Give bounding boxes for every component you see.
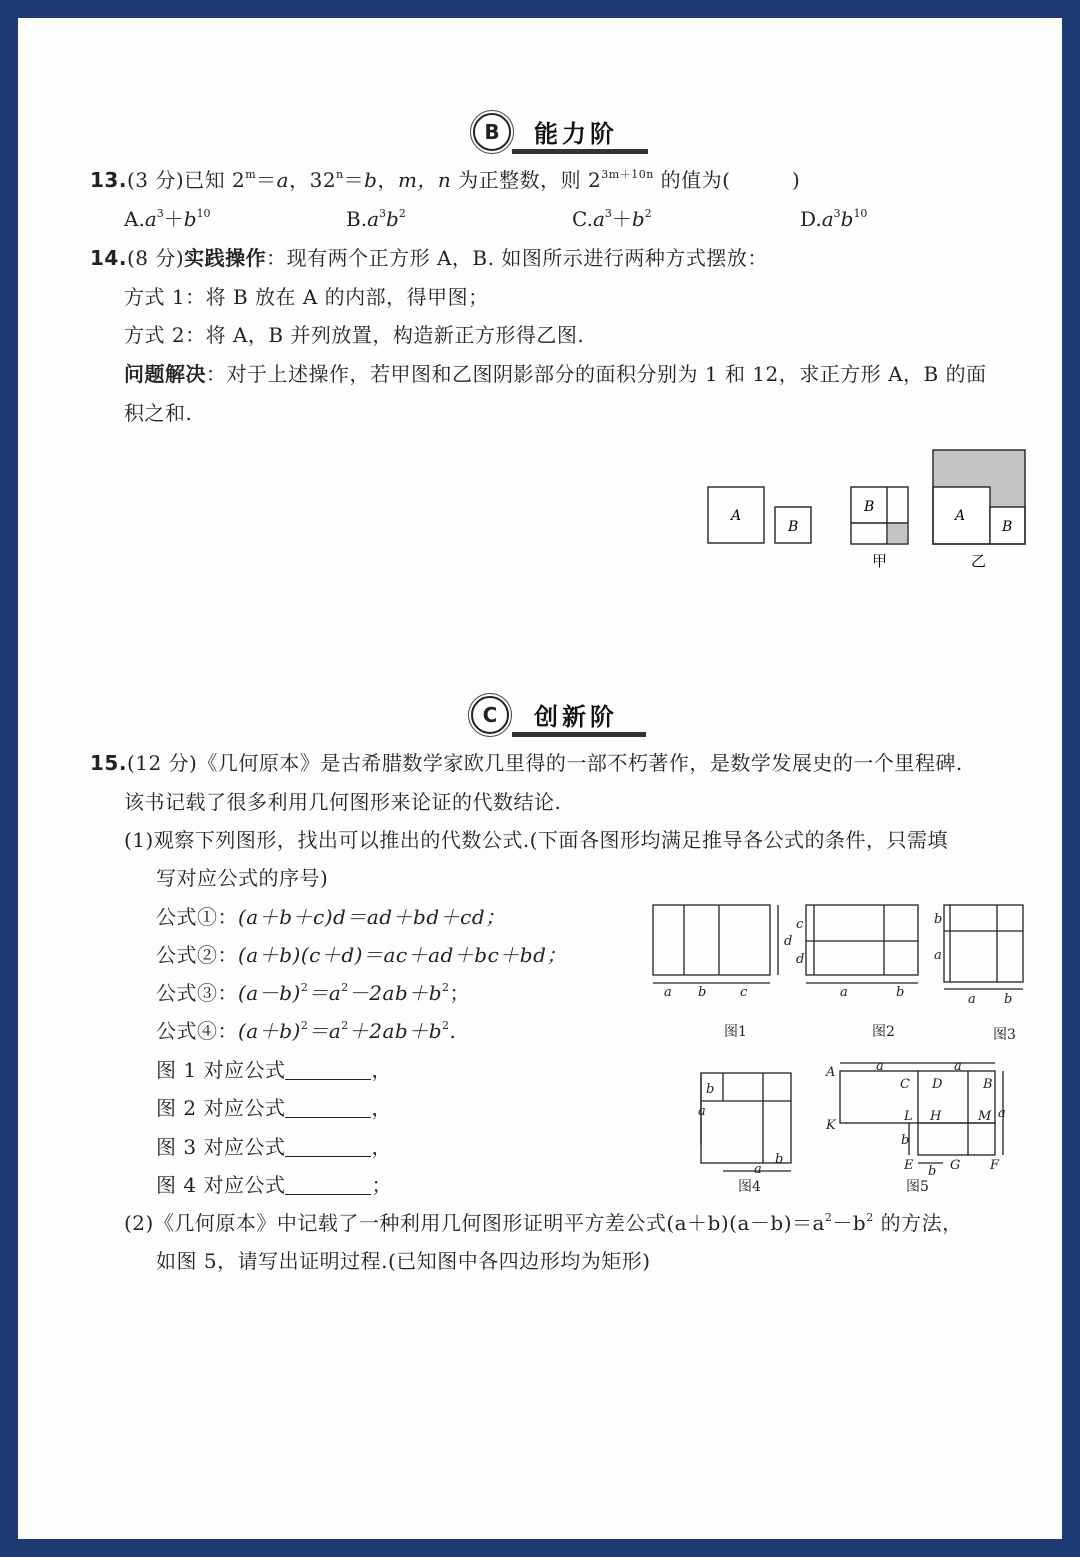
option-exp: 3	[604, 207, 612, 220]
answer-label: 图 4 对应公式	[156, 1173, 286, 1197]
formula-exp: 2	[442, 1019, 450, 1032]
q15-text: 的方法，	[873, 1211, 963, 1235]
q13-var-mn: m，n	[397, 168, 452, 192]
formula-expr: ；	[449, 981, 471, 1005]
fig2-caption: 图2	[872, 1024, 895, 1040]
label-b: B	[864, 499, 875, 515]
fig5-point-h: H	[930, 1109, 942, 1124]
formula-expr: ＝a	[308, 981, 342, 1005]
fig5-point-b: B	[983, 1077, 993, 1092]
option-exp: 3	[379, 207, 386, 220]
q13-text: ＝	[343, 168, 365, 192]
q13-text: 的值为( )	[653, 168, 801, 192]
fig5-point-a: A	[826, 1065, 836, 1080]
q15-exp: 2	[866, 1211, 874, 1224]
label-a: A	[731, 508, 742, 524]
section-b-title: 能力阶	[534, 120, 618, 148]
formula-2	[156, 943, 567, 967]
jia-shaded-area	[888, 524, 907, 543]
formula-label: 公式②：	[156, 943, 238, 967]
fig3-label-b: b	[934, 912, 943, 927]
q15-part1-line1: (1)观察下列图形，找出可以推出的代数公式.(下面各图形均满足推导各公式的条件，只需填	[124, 828, 948, 852]
fig4-rect	[701, 1073, 791, 1163]
fig1-label-a: a	[664, 985, 672, 1000]
option-op: ＋	[611, 207, 632, 231]
fig1-label-b: b	[698, 985, 707, 1000]
q13-text: ，32	[289, 168, 337, 192]
fig5-rect	[918, 1123, 995, 1155]
q13-var-b: b	[364, 168, 378, 192]
fig1-label-d: d	[784, 934, 793, 949]
q14-line2: 方式 1：将 B 放在 A 的内部，得甲图；	[124, 285, 489, 309]
answer-punct: ，	[371, 1096, 392, 1120]
fig2-label-a: a	[840, 985, 848, 1000]
caption-yi: 乙	[971, 552, 987, 570]
fig5-label-a: a	[954, 1059, 962, 1074]
answer-blank-fig3[interactable]	[285, 1138, 371, 1157]
option-exp: 10	[196, 207, 211, 220]
fig3-rect	[944, 905, 1023, 982]
q14-line4	[124, 362, 987, 386]
q13-score: (3 分)	[126, 168, 185, 192]
fig3-label-a: a	[934, 948, 942, 963]
worksheet-page	[18, 18, 1062, 1539]
label-a: A	[955, 508, 966, 524]
fig4-label-a: a	[754, 1162, 762, 1177]
formula-exp: 2	[442, 981, 450, 994]
fig5-label-a: a	[998, 1106, 1006, 1121]
fig1-caption: 图1	[724, 1024, 747, 1040]
q15-figures	[638, 893, 1038, 1193]
fig1-label-c: c	[740, 985, 748, 1000]
q14-keyword: 问题解决	[124, 362, 206, 386]
q15-text: －b	[832, 1211, 867, 1235]
q15-line2: 该书记载了很多利用几何图形来论证的代数结论.	[124, 790, 562, 814]
section-b-underline	[512, 149, 648, 154]
option-base: a	[367, 207, 379, 231]
fig5-label-b: b	[928, 1164, 937, 1179]
answer-fig3	[156, 1135, 392, 1159]
fig4-caption: 图4	[738, 1179, 761, 1193]
answer-punct: ，	[371, 1135, 392, 1159]
q14-line5: 积之和.	[124, 401, 193, 425]
option-exp: 3	[833, 207, 841, 220]
q13-exp-m: m	[245, 168, 257, 181]
fig5-point-f: F	[990, 1158, 1000, 1173]
answer-blank-fig2[interactable]	[285, 1099, 371, 1118]
formula-expr: ＝a	[308, 1019, 342, 1043]
option-label: A.	[124, 207, 145, 231]
formula-expr: －2ab＋b	[348, 981, 443, 1005]
answer-punct: ，	[371, 1058, 392, 1082]
fig1-rect	[653, 905, 770, 975]
q13-exp-n: n	[336, 168, 344, 181]
fig3-label-a: a	[968, 992, 976, 1007]
q15-part1-line2: 写对应公式的序号)	[156, 866, 329, 890]
q14-number: 14.	[90, 246, 127, 270]
option-exp: 2	[398, 207, 406, 220]
option-base: b	[183, 207, 197, 231]
q13-exp-total: 3m＋10n	[601, 168, 654, 181]
formula-label: 公式①：	[156, 905, 238, 929]
option-base: a	[144, 207, 157, 231]
fig5-point-c: C	[900, 1077, 910, 1092]
fig5-point-d: D	[932, 1077, 943, 1092]
q13-option-a[interactable]	[124, 207, 211, 231]
q13-option-c[interactable]	[572, 207, 652, 231]
q13-var-a: a	[276, 168, 290, 192]
fig5-point-k: K	[826, 1118, 836, 1133]
q15-part2-line1	[124, 1211, 963, 1235]
option-label: D.	[800, 207, 822, 231]
q14-line3: 方式 2：将 A，B 并列放置，构造新正方形得乙图.	[124, 323, 585, 347]
answer-blank-fig1[interactable]	[285, 1061, 371, 1080]
q13-stem	[90, 168, 800, 192]
label-b: B	[1002, 519, 1013, 535]
fig3-caption: 图3	[993, 1027, 1016, 1043]
formula-4	[156, 1019, 456, 1043]
q14-text: ：现有两个正方形 A，B. 如图所示进行两种方式摆放：	[266, 246, 768, 270]
fig2-rect	[806, 905, 918, 975]
formula-expr: .	[449, 1019, 457, 1043]
section-c-badge: C	[471, 696, 509, 734]
q14-line1	[90, 246, 768, 270]
answer-blank-fig4[interactable]	[285, 1176, 371, 1195]
option-base: b	[631, 207, 645, 231]
formula-3	[156, 981, 470, 1005]
fig5-caption: 图5	[906, 1179, 929, 1193]
formula-expr: (a＋b＋c)d＝ad＋bd＋cd；	[238, 905, 506, 929]
formula-expr: (a＋b)(c＋d)＝ac＋ad＋bc＋bd；	[238, 943, 567, 967]
section-c-title: 创新阶	[534, 703, 618, 731]
answer-fig1	[156, 1058, 392, 1082]
q14-figure	[698, 443, 1038, 573]
q15-part2-line2: 如图 5，请写出证明过程.(已知图中各四边形均为矩形)	[156, 1249, 651, 1273]
fig5-point-m: M	[978, 1109, 992, 1124]
formula-exp: 2	[300, 981, 309, 994]
fig2-label-c: c	[796, 917, 804, 932]
fig4-label-b: b	[706, 1082, 715, 1097]
answer-punct: ；	[371, 1173, 392, 1197]
formula-exp: 2	[300, 1019, 309, 1032]
q13-option-b[interactable]	[346, 207, 406, 231]
fig4-label-b: b	[775, 1152, 784, 1167]
formula-label: 公式④：	[156, 1019, 238, 1043]
fig5-point-g: G	[950, 1158, 961, 1173]
section-c-underline	[512, 732, 646, 737]
q15-number: 15.	[90, 751, 127, 775]
q14-keyword: 实践操作	[184, 246, 267, 270]
q14-score: (8 分)	[126, 246, 185, 270]
option-base: b	[386, 207, 399, 231]
fig2-label-d: d	[796, 952, 805, 967]
answer-label: 图 3 对应公式	[156, 1135, 286, 1159]
formula-exp: 2	[341, 981, 349, 994]
formula-exp: 2	[341, 1019, 349, 1032]
option-op: ＋	[163, 207, 184, 231]
option-exp: 3	[156, 207, 164, 220]
option-label: C.	[572, 207, 593, 231]
formula-1	[156, 905, 506, 929]
answer-fig4	[156, 1173, 392, 1197]
fig4-label-a: a	[698, 1104, 706, 1119]
q15-text: 《几何原本》是古希腊数学家欧几里得的一部不朽著作，是数学发展史的一个里程碑.	[197, 751, 963, 775]
fig5-point-e: E	[904, 1158, 914, 1173]
q13-text: 已知 2	[184, 168, 246, 192]
fig3-label-b: b	[1004, 992, 1013, 1007]
answer-label: 图 2 对应公式	[156, 1096, 286, 1120]
yi-shaded-area	[990, 450, 1025, 507]
answer-fig2	[156, 1096, 392, 1120]
formula-label: 公式③：	[156, 981, 238, 1005]
fig5-label-a: a	[876, 1059, 884, 1074]
option-exp: 10	[853, 207, 868, 220]
q13-text: ，	[377, 168, 398, 192]
answer-label: 图 1 对应公式	[156, 1058, 286, 1082]
q13-number: 13.	[90, 168, 127, 192]
caption-jia: 甲	[872, 552, 888, 570]
option-base: a	[592, 207, 605, 231]
fig5-label-b: b	[901, 1133, 910, 1148]
q13-option-d[interactable]	[800, 207, 867, 231]
q13-text: ＝	[256, 168, 277, 192]
q13-text: 为正整数，则 2	[451, 168, 602, 192]
q15-text: (2)《几何原本》中记载了一种利用几何图形证明平方差公式(a＋b)(a－b)＝a	[124, 1211, 825, 1235]
option-label: B.	[346, 207, 368, 231]
formula-expr: (a＋b)	[238, 1019, 301, 1043]
q15-line1	[90, 751, 963, 775]
option-base: a	[821, 207, 834, 231]
formula-expr: (a－b)	[238, 981, 301, 1005]
formula-expr: ＋2ab＋b	[348, 1019, 443, 1043]
label-b: B	[788, 519, 799, 535]
option-exp: 2	[644, 207, 652, 220]
fig2-label-b: b	[896, 985, 905, 1000]
q15-exp: 2	[824, 1211, 833, 1224]
fig5-point-l: L	[904, 1109, 913, 1124]
q15-score: (12 分)	[126, 751, 198, 775]
q14-text: ：对于上述操作，若甲图和乙图阴影部分的面积分别为 1 和 12，求正方形 A，B 的面	[206, 362, 987, 386]
section-b-badge: B	[473, 113, 511, 151]
option-base: b	[840, 207, 854, 231]
